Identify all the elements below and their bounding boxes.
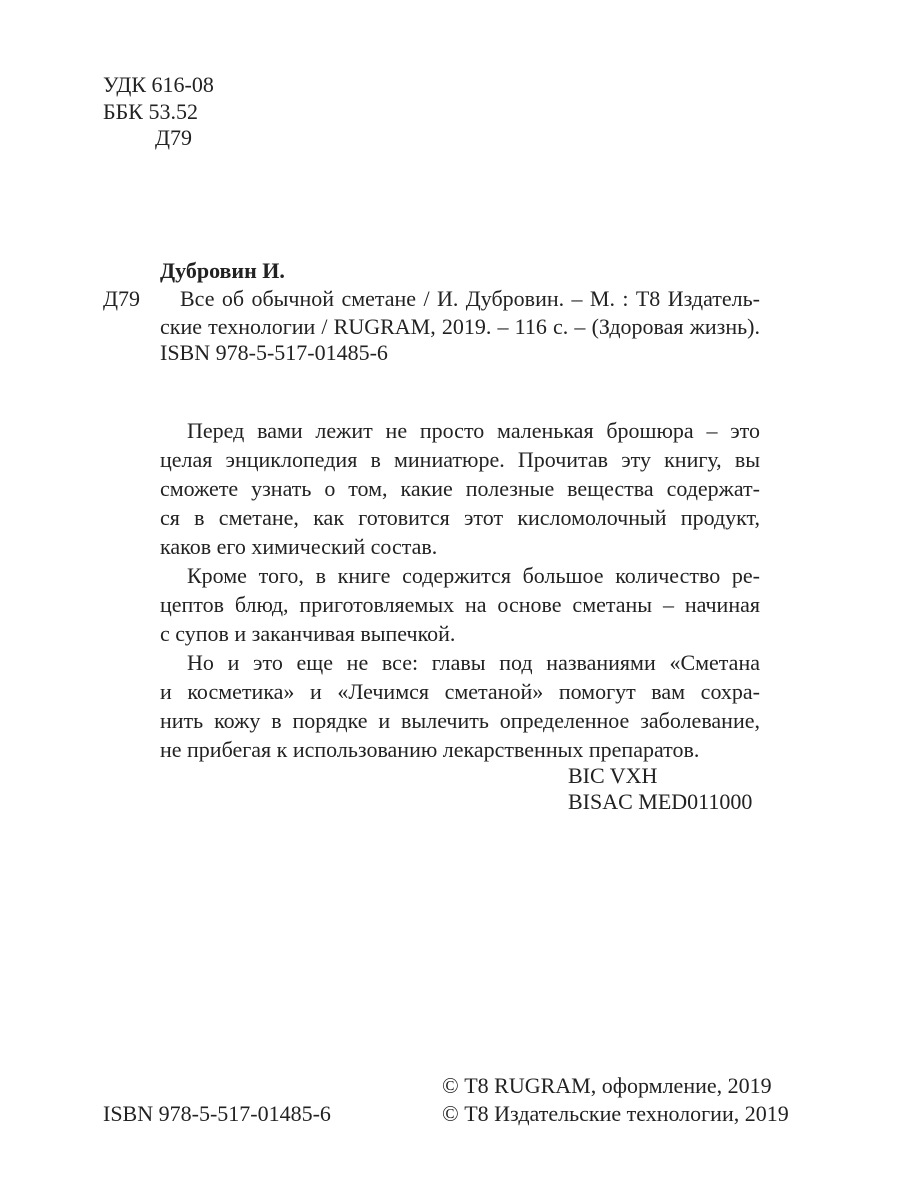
footer-isbn: ISBN 978-5-517-01485-6 bbox=[103, 1101, 331, 1126]
isbn: ISBN 978-5-517-01485-6 bbox=[160, 340, 388, 365]
author-mark: Д79 bbox=[155, 125, 193, 150]
annotation-line: Но и это еще не все: главы под названиями «Сметана bbox=[187, 650, 760, 675]
bic-code: BIC VXH bbox=[568, 763, 658, 788]
udk-code: УДК 616-08 bbox=[103, 72, 214, 97]
annotation-line: целая энциклопедия в миниатюре. Прочитав эту книгу, вы bbox=[160, 447, 760, 472]
annotation-line: и косметика» и «Лечимся сметаной» помогут вам сохра- bbox=[160, 679, 760, 704]
record-line: ские технологии / RUGRAM, 2019. – 116 с. – (Здоровая жизнь). bbox=[160, 314, 760, 339]
annotation-line: цептов блюд, приготовляемых на основе сметаны – начиная bbox=[160, 592, 760, 617]
annotation-line: Перед вами лежит не просто маленькая брошюра – это bbox=[187, 418, 760, 443]
annotation-line: ся в сметане, как готовится этот кисломолочный продукт, bbox=[160, 505, 760, 530]
record-line: Все об обычной сметане / И. Дубровин. – М. : Т8 Издатель- bbox=[180, 286, 760, 311]
bisac-code: BISAC MED011000 bbox=[568, 789, 753, 814]
annotation-line: не прибегая к использованию лекарственных препаратов. bbox=[160, 737, 700, 762]
record-author-mark: Д79 bbox=[103, 286, 141, 311]
copyright-line: © Т8 RUGRAM, оформление, 2019 bbox=[442, 1073, 772, 1098]
annotation-line: нить кожу в порядке и вылечить определенное заболевание, bbox=[160, 708, 760, 733]
annotation-line: сможете узнать о том, какие полезные вещества содержат- bbox=[160, 476, 760, 501]
annotation-line: с супов и заканчивая выпечкой. bbox=[160, 621, 456, 646]
copyright-line: © Т8 Издательские технологии, 2019 bbox=[442, 1101, 789, 1126]
bbk-code: ББК 53.52 bbox=[103, 99, 198, 124]
author-name: Дубровин И. bbox=[160, 258, 285, 283]
annotation-line: каков его химический состав. bbox=[160, 534, 438, 559]
annotation-line: Кроме того, в книге содержится большое количество ре- bbox=[187, 563, 760, 588]
